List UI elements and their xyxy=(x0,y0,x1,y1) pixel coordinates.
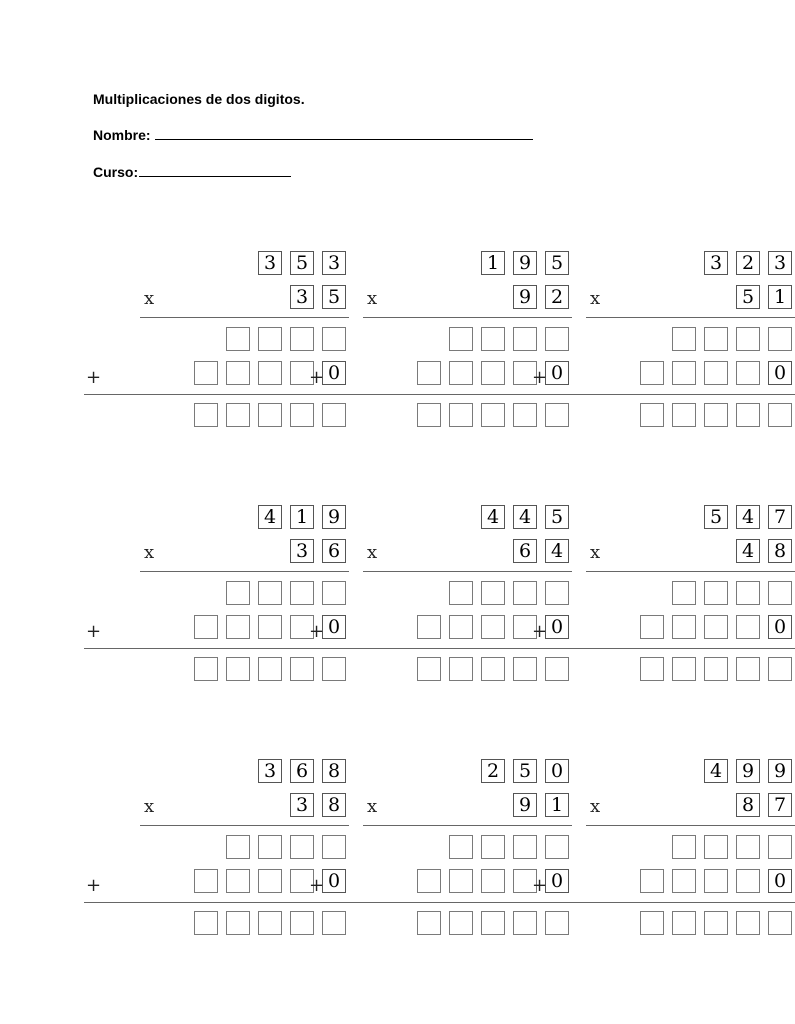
course-label: Curso: xyxy=(93,164,139,180)
result-box[interactable] xyxy=(640,911,664,935)
partial-product-box[interactable] xyxy=(417,615,441,639)
times-sign: x xyxy=(367,542,378,563)
partial-product-box[interactable] xyxy=(640,869,664,893)
partial-product-box[interactable] xyxy=(768,581,792,605)
partial-product-box[interactable] xyxy=(736,869,760,893)
result-box[interactable] xyxy=(417,911,441,935)
multiplier-digit: 4 xyxy=(736,539,760,563)
result-box[interactable] xyxy=(226,403,250,427)
addition-rule xyxy=(530,648,795,649)
partial-product-box[interactable] xyxy=(736,361,760,385)
multiplicand-digit: 8 xyxy=(322,759,346,783)
multiplicand-digit: 9 xyxy=(768,759,792,783)
partial-product-box[interactable] xyxy=(704,581,728,605)
result-box[interactable] xyxy=(226,657,250,681)
plus-sign: + xyxy=(532,367,548,388)
multiplicand-digit: 6 xyxy=(290,759,314,783)
placeholder-zero-box: 0 xyxy=(768,615,792,639)
partial-product-box[interactable] xyxy=(449,361,473,385)
partial-product-box[interactable] xyxy=(640,361,664,385)
times-sign: x xyxy=(590,288,601,309)
plus-sign: + xyxy=(86,621,102,642)
placeholder-zero-box: 0 xyxy=(768,361,792,385)
partial-product-box[interactable] xyxy=(417,361,441,385)
partial-product-box[interactable] xyxy=(736,615,760,639)
multiplicand-digit: 3 xyxy=(258,251,282,275)
partial-product-box[interactable] xyxy=(481,581,505,605)
partial-product-box[interactable] xyxy=(194,615,218,639)
multiplier-digit: 4 xyxy=(545,539,569,563)
partial-product-box[interactable] xyxy=(194,361,218,385)
result-box[interactable] xyxy=(481,403,505,427)
partial-product-box[interactable] xyxy=(226,615,250,639)
multiplicand-digit: 2 xyxy=(481,759,505,783)
result-box[interactable] xyxy=(481,657,505,681)
partial-product-box[interactable] xyxy=(672,581,696,605)
partial-product-box[interactable] xyxy=(704,327,728,351)
partial-product-box[interactable] xyxy=(736,835,760,859)
multiplicand-digit: 3 xyxy=(258,759,282,783)
multiplier-digit: 5 xyxy=(736,285,760,309)
multiplier-digit: 9 xyxy=(513,793,537,817)
multiplier-digit: 9 xyxy=(513,285,537,309)
multiplier-digit: 1 xyxy=(545,793,569,817)
result-box[interactable] xyxy=(704,403,728,427)
result-box[interactable] xyxy=(417,657,441,681)
partial-product-box[interactable] xyxy=(417,869,441,893)
multiplicand-digit: 9 xyxy=(322,505,346,529)
multiplicand-digit: 1 xyxy=(481,251,505,275)
multiplicand-digit: 5 xyxy=(545,505,569,529)
result-box[interactable] xyxy=(449,657,473,681)
partial-product-box[interactable] xyxy=(672,835,696,859)
times-sign: x xyxy=(590,796,601,817)
multiplicand-digit: 9 xyxy=(736,759,760,783)
result-box[interactable] xyxy=(194,657,218,681)
partial-product-box[interactable] xyxy=(704,615,728,639)
partial-product-box[interactable] xyxy=(481,327,505,351)
partial-product-box[interactable] xyxy=(768,327,792,351)
multiplier-digit: 6 xyxy=(513,539,537,563)
partial-product-box[interactable] xyxy=(672,869,696,893)
result-box[interactable] xyxy=(672,911,696,935)
multiplier-digit: 3 xyxy=(290,285,314,309)
plus-sign: + xyxy=(86,875,102,896)
multiplier-digit: 2 xyxy=(545,285,569,309)
partial-product-box[interactable] xyxy=(449,327,473,351)
multiplier-digit: 1 xyxy=(768,285,792,309)
name-label: Nombre: xyxy=(93,127,151,143)
multiplier-digit: 8 xyxy=(322,793,346,817)
placeholder-zero-box: 0 xyxy=(545,869,569,893)
multiplicand-digit: 3 xyxy=(322,251,346,275)
addition-rule xyxy=(530,394,795,395)
multiplication-problem xyxy=(530,503,787,693)
multiplicand-digit: 5 xyxy=(290,251,314,275)
result-box[interactable] xyxy=(258,657,282,681)
worksheet-title: Multiplicaciones de dos digitos. xyxy=(93,91,305,107)
result-box[interactable] xyxy=(640,657,664,681)
multiplier-digit: 3 xyxy=(290,793,314,817)
plus-sign: + xyxy=(309,621,325,642)
partial-product-box[interactable] xyxy=(704,869,728,893)
result-box[interactable] xyxy=(672,657,696,681)
multiplicand-digit: 5 xyxy=(545,251,569,275)
multiplicand-digit: 4 xyxy=(704,759,728,783)
result-box[interactable] xyxy=(417,403,441,427)
result-box[interactable] xyxy=(736,657,760,681)
partial-product-box[interactable] xyxy=(481,869,505,893)
result-box[interactable] xyxy=(768,657,792,681)
placeholder-zero-box: 0 xyxy=(322,869,346,893)
multiplier-digit: 8 xyxy=(768,539,792,563)
multiplication-problem xyxy=(530,249,787,439)
multiplication-rule xyxy=(586,825,795,826)
placeholder-zero-box: 0 xyxy=(768,869,792,893)
result-box[interactable] xyxy=(640,403,664,427)
placeholder-zero-box: 0 xyxy=(322,361,346,385)
partial-product-box[interactable] xyxy=(449,581,473,605)
multiplicand-digit: 3 xyxy=(704,251,728,275)
plus-sign: + xyxy=(86,367,102,388)
partial-product-box[interactable] xyxy=(258,327,282,351)
partial-product-box[interactable] xyxy=(704,835,728,859)
multiplication-problem xyxy=(84,757,341,947)
partial-product-box[interactable] xyxy=(481,835,505,859)
partial-product-box[interactable] xyxy=(226,835,250,859)
partial-product-box[interactable] xyxy=(768,835,792,859)
placeholder-zero-box: 0 xyxy=(545,361,569,385)
multiplicand-digit: 7 xyxy=(768,505,792,529)
partial-product-box[interactable] xyxy=(672,327,696,351)
result-box[interactable] xyxy=(194,403,218,427)
partial-product-box[interactable] xyxy=(481,361,505,385)
result-box[interactable] xyxy=(226,911,250,935)
plus-sign: + xyxy=(309,875,325,896)
partial-product-box[interactable] xyxy=(449,615,473,639)
partial-product-box[interactable] xyxy=(449,869,473,893)
partial-product-box[interactable] xyxy=(449,835,473,859)
partial-product-box[interactable] xyxy=(226,869,250,893)
plus-sign: + xyxy=(532,875,548,896)
multiplication-rule xyxy=(586,317,795,318)
partial-product-box[interactable] xyxy=(672,361,696,385)
result-box[interactable] xyxy=(768,911,792,935)
partial-product-box[interactable] xyxy=(640,615,664,639)
multiplier-digit: 6 xyxy=(322,539,346,563)
result-box[interactable] xyxy=(194,911,218,935)
partial-product-box[interactable] xyxy=(258,615,282,639)
multiplicand-digit: 3 xyxy=(768,251,792,275)
times-sign: x xyxy=(144,288,155,309)
multiplicand-digit: 0 xyxy=(545,759,569,783)
placeholder-zero-box: 0 xyxy=(545,615,569,639)
multiplicand-digit: 4 xyxy=(736,505,760,529)
partial-product-box[interactable] xyxy=(226,361,250,385)
multiplication-problem xyxy=(530,757,787,947)
partial-product-box[interactable] xyxy=(258,869,282,893)
result-box[interactable] xyxy=(704,911,728,935)
multiplication-problem xyxy=(307,503,564,693)
multiplicand-digit: 5 xyxy=(704,505,728,529)
multiplier-digit: 8 xyxy=(736,793,760,817)
result-box[interactable] xyxy=(736,911,760,935)
partial-product-box[interactable] xyxy=(736,581,760,605)
multiplicand-digit: 2 xyxy=(736,251,760,275)
multiplicand-digit: 1 xyxy=(290,505,314,529)
multiplication-problem xyxy=(307,757,564,947)
multiplicand-digit: 5 xyxy=(513,759,537,783)
result-box[interactable] xyxy=(672,403,696,427)
multiplicand-digit: 4 xyxy=(481,505,505,529)
multiplication-problem xyxy=(307,249,564,439)
partial-product-box[interactable] xyxy=(481,615,505,639)
partial-product-box[interactable] xyxy=(226,581,250,605)
plus-sign: + xyxy=(532,621,548,642)
addition-rule xyxy=(530,902,795,903)
partial-product-box[interactable] xyxy=(672,615,696,639)
multiplier-digit: 3 xyxy=(290,539,314,563)
multiplicand-digit: 4 xyxy=(513,505,537,529)
partial-product-box[interactable] xyxy=(194,869,218,893)
partial-product-box[interactable] xyxy=(258,835,282,859)
multiplication-problem xyxy=(84,249,341,439)
multiplicand-digit: 9 xyxy=(513,251,537,275)
partial-product-box[interactable] xyxy=(226,327,250,351)
multiplier-digit: 7 xyxy=(768,793,792,817)
times-sign: x xyxy=(367,796,378,817)
partial-product-box[interactable] xyxy=(704,361,728,385)
partial-product-box[interactable] xyxy=(258,581,282,605)
multiplicand-digit: 4 xyxy=(258,505,282,529)
result-box[interactable] xyxy=(704,657,728,681)
result-box[interactable] xyxy=(449,403,473,427)
partial-product-box[interactable] xyxy=(258,361,282,385)
multiplication-rule xyxy=(586,571,795,572)
multiplier-digit: 5 xyxy=(322,285,346,309)
result-box[interactable] xyxy=(258,911,282,935)
result-box[interactable] xyxy=(258,403,282,427)
result-box[interactable] xyxy=(768,403,792,427)
result-box[interactable] xyxy=(736,403,760,427)
times-sign: x xyxy=(367,288,378,309)
placeholder-zero-box: 0 xyxy=(322,615,346,639)
times-sign: x xyxy=(144,542,155,563)
times-sign: x xyxy=(144,796,155,817)
times-sign: x xyxy=(590,542,601,563)
multiplication-problem xyxy=(84,503,341,693)
plus-sign: + xyxy=(309,367,325,388)
partial-product-box[interactable] xyxy=(736,327,760,351)
result-box[interactable] xyxy=(449,911,473,935)
result-box[interactable] xyxy=(481,911,505,935)
